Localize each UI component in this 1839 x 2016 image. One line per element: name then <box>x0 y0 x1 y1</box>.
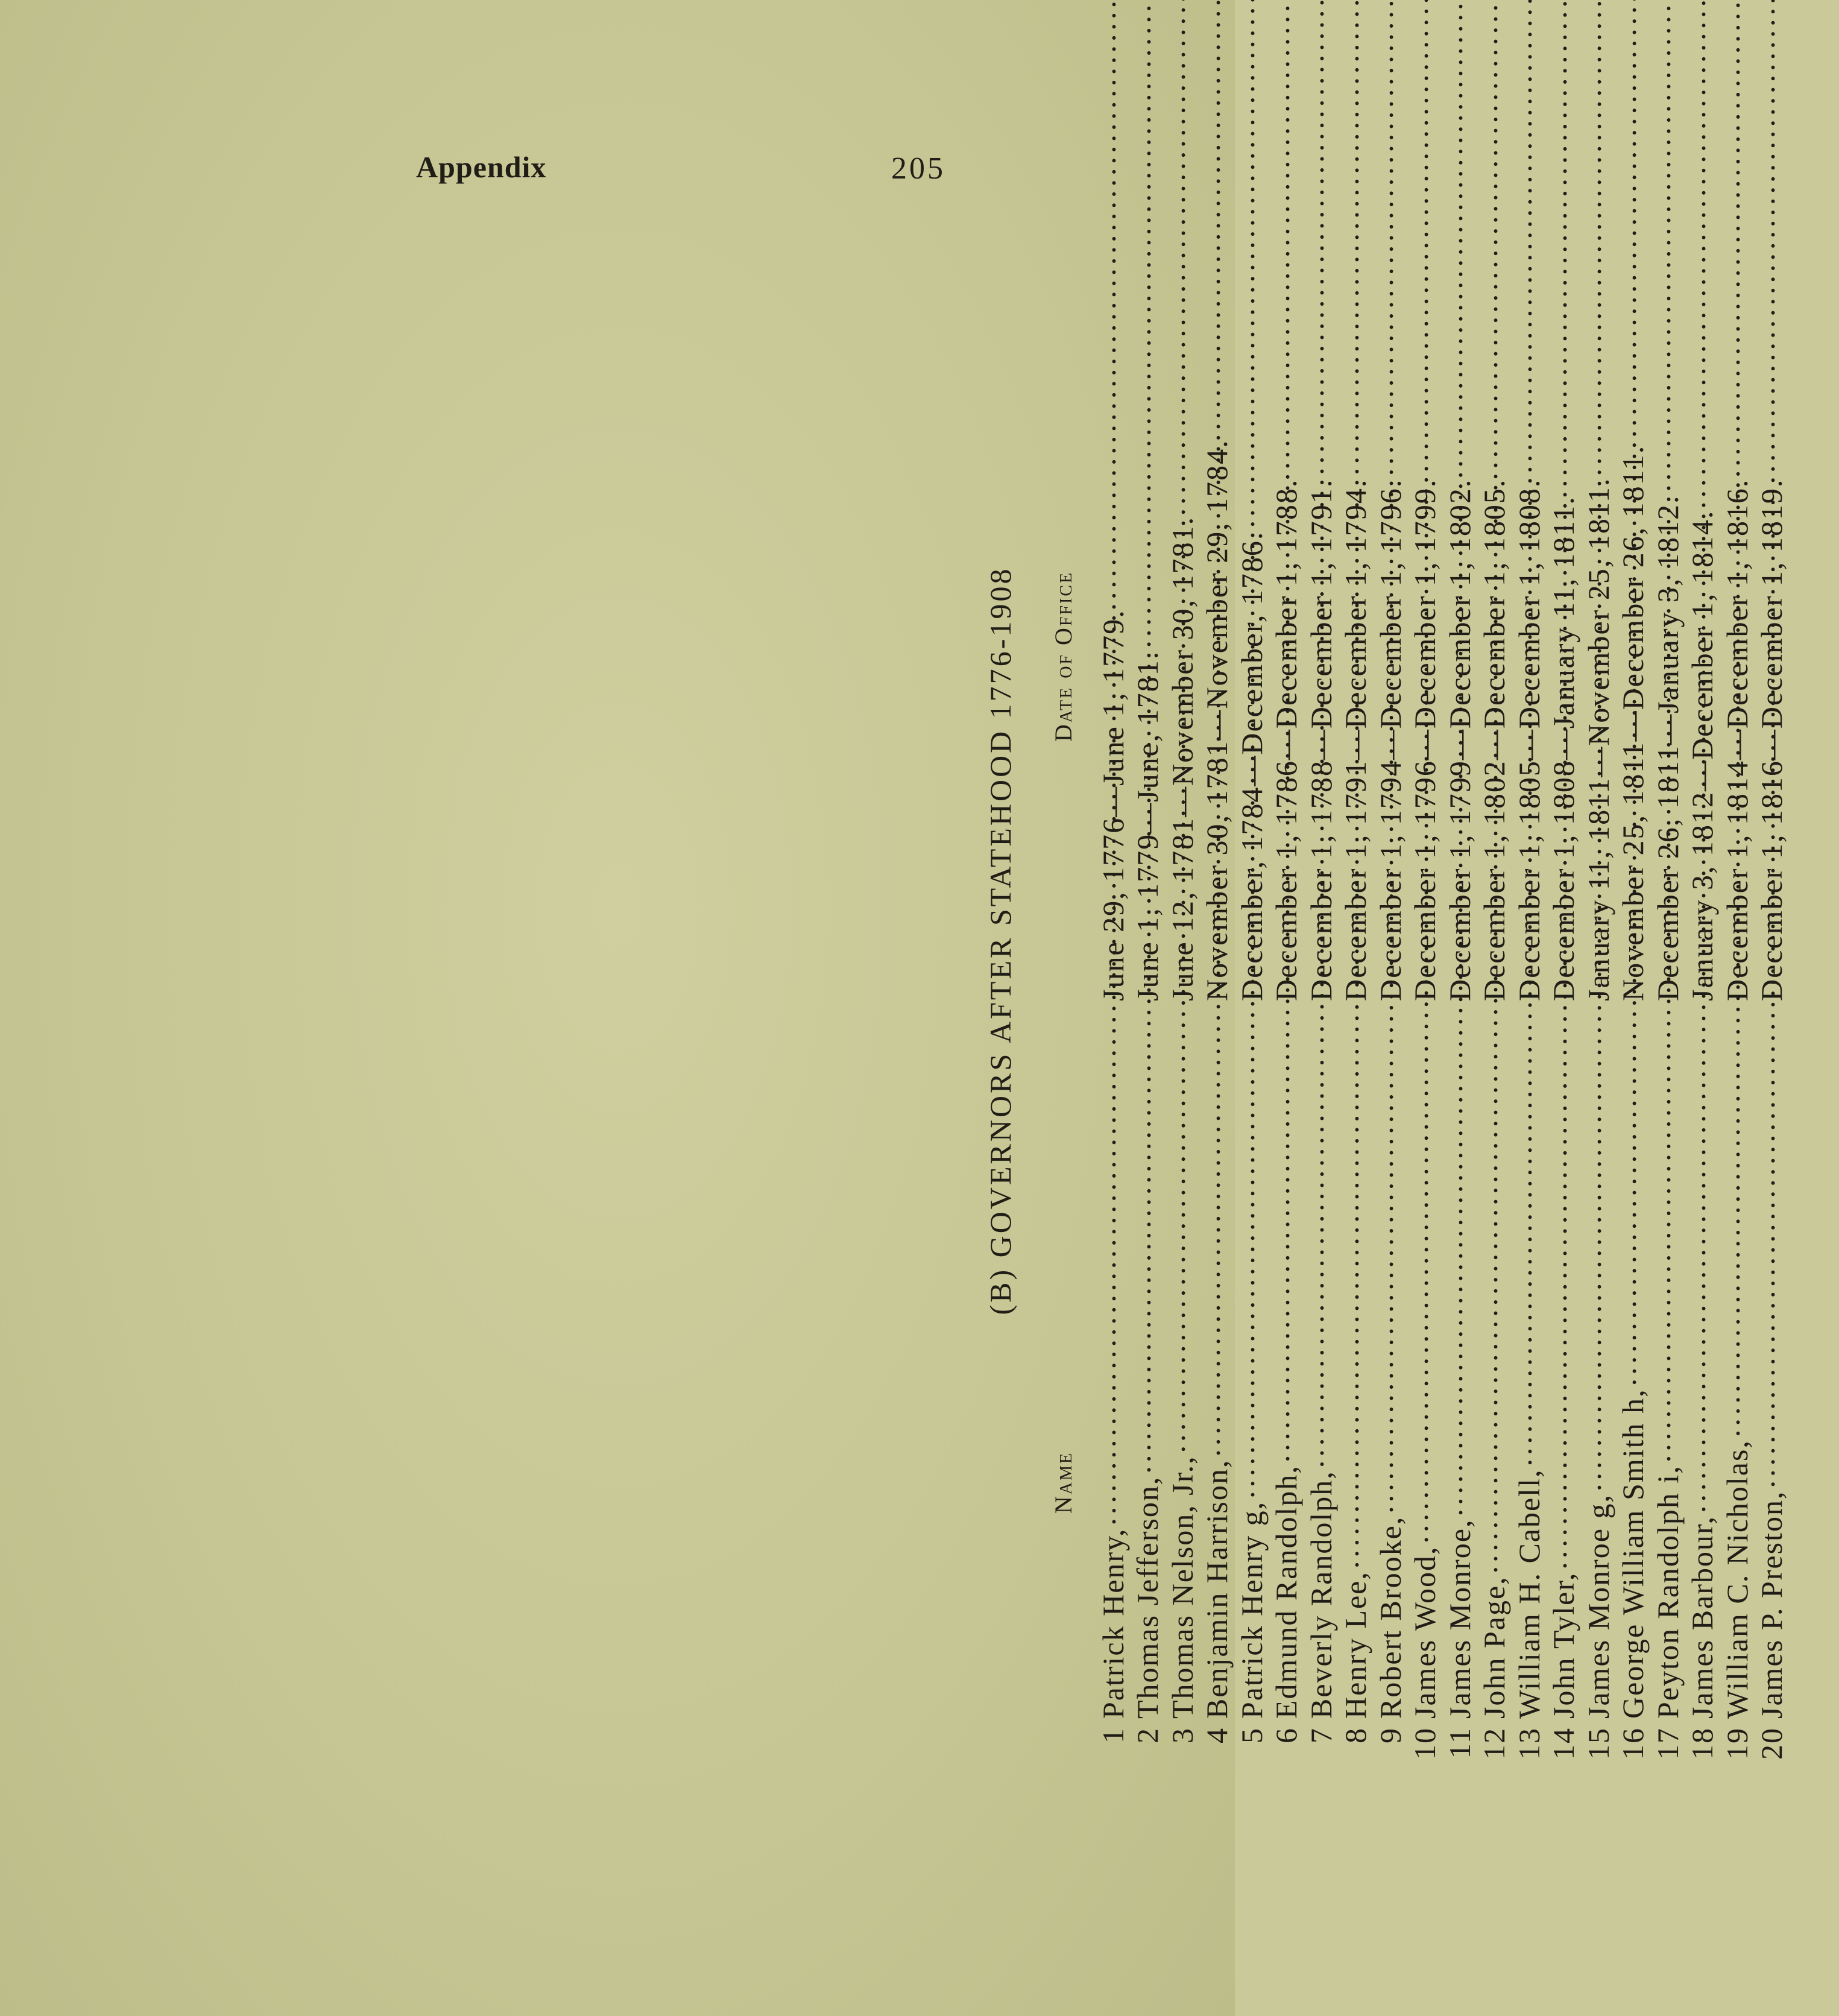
date-of-office: December 1, 1791—December 1, 1794. <box>1339 478 1372 1001</box>
table-row <box>1401 103 1442 1779</box>
row-number: 14 <box>1547 1727 1580 1760</box>
row-number: 2 <box>1131 1727 1164 1743</box>
row-number: 4 <box>1200 1727 1234 1743</box>
dot-leader <box>1158 1003 1193 1453</box>
dot-leader <box>1609 1003 1644 1386</box>
dot-leader <box>1539 1003 1574 1570</box>
table-row <box>1574 103 1615 1779</box>
date-of-office: December 1, 1814—December 1, 1816. <box>1720 478 1754 1001</box>
row-number: 6 <box>1269 1727 1303 1743</box>
date-of-office: November 30, 1781—November 29, 1784. <box>1200 439 1234 1001</box>
governors-table <box>983 103 1839 1779</box>
dot-leader <box>1435 1003 1470 1517</box>
dot-leader <box>1401 1003 1436 1544</box>
row-number: 9 <box>1373 1727 1407 1743</box>
row-number: 15 <box>1581 1727 1615 1760</box>
row-number: 13 <box>1512 1727 1546 1760</box>
date-of-office: December 26, 1811—January 3, 1812. <box>1650 495 1685 1001</box>
date-of-office: December 1, 1799—December 1, 1802. <box>1442 478 1477 1001</box>
dot-leader <box>1678 1003 1713 1513</box>
dot-leader <box>1227 1003 1262 1499</box>
row-number: 12 <box>1477 1727 1511 1760</box>
row-number: 19 <box>1720 1727 1754 1760</box>
table-rows <box>1088 103 1788 1779</box>
governor-name: Beverly Randolph, <box>1304 1470 1338 1719</box>
date-of-office: December 1, 1802—December 1, 1805. <box>1477 478 1511 1001</box>
dot-leader <box>1366 1003 1401 1514</box>
table-title: (B) GOVERNORS AFTER STATEHOOD 1776-1908 <box>983 566 1017 1315</box>
table-row <box>1366 103 1407 1779</box>
governor-name: George William Smith h, <box>1616 1388 1650 1719</box>
dot-leader <box>1574 1003 1609 1491</box>
governor-name: Patrick Henry, <box>1096 1528 1130 1719</box>
date-of-office: January 11, 1811—November 25, 1811. <box>1581 477 1615 1001</box>
date-of-office: December 1, 1816—December 1, 1819. <box>1755 478 1788 1001</box>
table-row <box>1088 103 1130 1779</box>
governor-name: Thomas Jefferson, <box>1131 1476 1164 1719</box>
table-row <box>1539 103 1580 1779</box>
column-header-date: Date of Office <box>1050 570 1077 742</box>
governor-name: Peyton Randolph i, <box>1650 1465 1685 1719</box>
row-number: 10 <box>1408 1727 1442 1760</box>
date-of-office: December 1, 1786—December 1, 1788. <box>1269 478 1303 1001</box>
date-of-office: June 1, 1779—June, 1781. <box>1131 650 1164 1001</box>
dot-leader <box>1123 1003 1158 1474</box>
governor-name: Robert Brooke, <box>1373 1515 1407 1719</box>
governor-name: Patrick Henry g, <box>1234 1500 1269 1719</box>
row-number: 16 <box>1616 1727 1650 1760</box>
governor-name: William C. Nicholas, <box>1720 1439 1754 1719</box>
table-row <box>1331 103 1372 1779</box>
date-of-office: June 12, 1781—November 30, 1781. <box>1165 516 1199 1001</box>
date-of-office: December 1, 1788—December 1, 1791. <box>1304 478 1338 1001</box>
date-of-office: December 1, 1808—January 11, 1811. <box>1547 496 1580 1001</box>
governor-name: James Wood, <box>1408 1546 1442 1719</box>
dot-leader <box>1088 1003 1123 1526</box>
governor-name: John Page, <box>1477 1576 1511 1719</box>
date-of-office: December 1, 1794—December 1, 1796. <box>1373 478 1407 1001</box>
governor-name: James P. Preston, <box>1755 1490 1788 1719</box>
date-of-office: December, 1784—December, 1786. <box>1234 531 1269 1001</box>
dot-leader <box>1643 1003 1678 1462</box>
governor-name: Benjamin Harrison, <box>1200 1459 1234 1719</box>
dot-leader <box>1470 1003 1505 1573</box>
table-row <box>1504 103 1546 1779</box>
dot-leader <box>1747 1003 1782 1488</box>
row-number: 1 <box>1096 1727 1130 1743</box>
dot-leader <box>1262 1003 1297 1462</box>
governor-name: James Barbour, <box>1685 1515 1719 1719</box>
row-number: 20 <box>1755 1727 1788 1760</box>
row-number: 17 <box>1650 1727 1685 1760</box>
governor-name: Henry Lee, <box>1339 1571 1372 1719</box>
governor-name: William H. Cabell, <box>1512 1468 1546 1719</box>
governor-name: James Monroe, <box>1442 1518 1477 1719</box>
date-of-office: November 25, 1811—December 26, 1811. <box>1616 444 1650 1001</box>
governor-name: John Tyler, <box>1547 1572 1580 1719</box>
row-number: 8 <box>1339 1727 1372 1743</box>
page-number: 205 <box>891 151 945 186</box>
governor-name: Thomas Nelson, Jr., <box>1165 1455 1199 1719</box>
row-number: 18 <box>1685 1727 1719 1760</box>
dot-leader <box>1712 1003 1747 1437</box>
dot-leader <box>1193 1003 1228 1457</box>
row-number: 3 <box>1165 1727 1199 1743</box>
date-of-office: June 29, 1776—June 1, 1779. <box>1096 609 1130 1001</box>
date-of-office: December 1, 1805—December 1, 1808. <box>1512 478 1546 1001</box>
row-number: 11 <box>1442 1727 1477 1759</box>
column-header-name: Name <box>1050 1451 1077 1514</box>
table-row <box>1470 103 1511 1779</box>
date-of-office: January 3, 1812—December 1, 1814. <box>1685 510 1719 1001</box>
running-head: Appendix <box>416 150 547 184</box>
row-number: 7 <box>1304 1727 1338 1743</box>
dot-leader <box>1331 1003 1366 1569</box>
date-of-office: December 1, 1796—December 1, 1799. <box>1408 478 1442 1001</box>
row-number: 5 <box>1234 1727 1269 1743</box>
table-row <box>1435 103 1477 1779</box>
governor-name: James Monroe g, <box>1581 1494 1615 1719</box>
dot-leader <box>1504 1003 1539 1467</box>
dot-leader <box>1296 1003 1331 1468</box>
governor-name: Edmund Randolph, <box>1269 1465 1303 1719</box>
